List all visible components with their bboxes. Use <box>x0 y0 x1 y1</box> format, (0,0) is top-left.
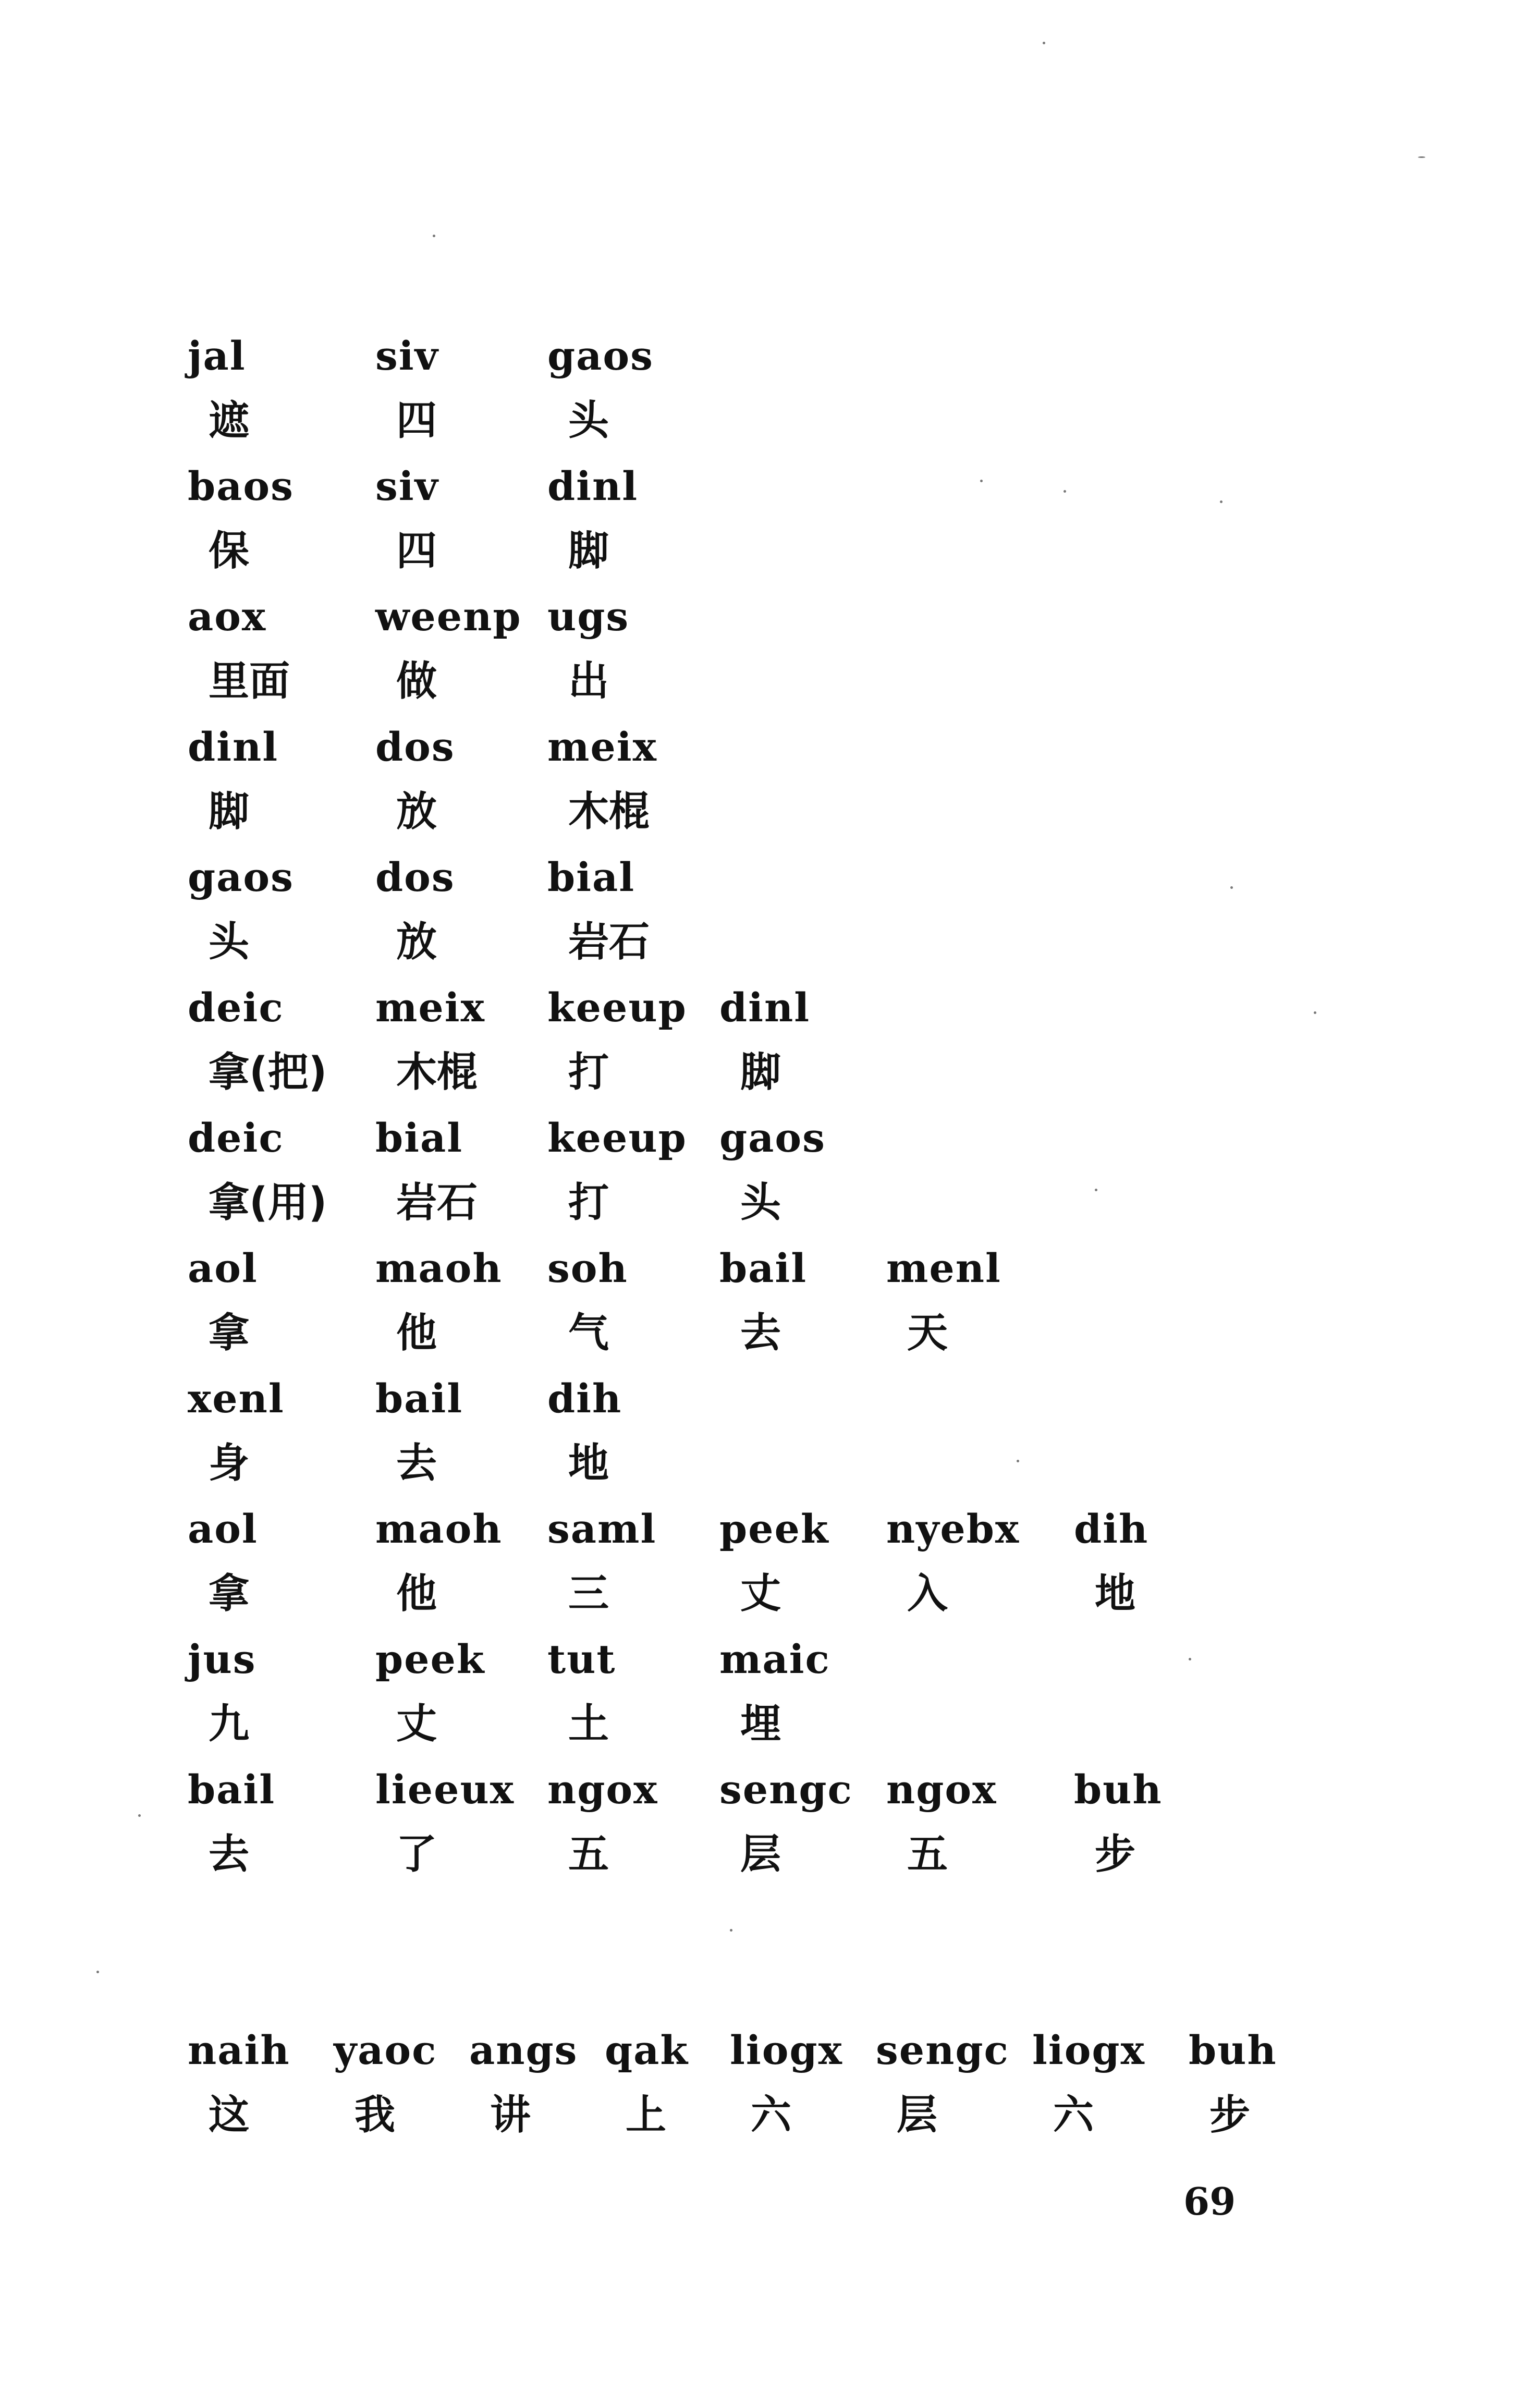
chinese-word: 这 <box>209 2092 250 2139</box>
chinese-word: 六 <box>1053 2092 1094 2139</box>
scan-speck <box>1418 156 1425 158</box>
romanized-word: sengc <box>719 1766 853 1813</box>
chinese-word: 地 <box>568 1440 609 1487</box>
romanized-word: meix <box>375 984 485 1031</box>
romanized-line <box>188 1366 1335 1431</box>
romanized-word: qak <box>605 2027 689 2073</box>
chinese-word: 身 <box>209 1440 250 1487</box>
chinese-word: 岩石 <box>396 1179 478 1226</box>
chinese-gloss-line <box>188 910 1335 975</box>
romanized-word: gaos <box>547 333 654 379</box>
scan-speck <box>96 1971 99 1973</box>
romanized-word: siv <box>375 333 439 379</box>
romanized-word: aox <box>188 593 267 640</box>
chinese-word: 里面 <box>209 658 290 705</box>
romanized-word: xenl <box>188 1375 285 1422</box>
chinese-word: 放 <box>396 788 437 835</box>
romanized-word: ngox <box>547 1766 658 1813</box>
chinese-gloss-line <box>188 2083 1335 2148</box>
chinese-gloss-line <box>188 1692 1335 1757</box>
chinese-word: 遮 <box>209 397 250 444</box>
chinese-word: 五 <box>568 1831 609 1878</box>
romanized-line <box>188 2018 1335 2083</box>
romanized-word: ugs <box>547 593 630 640</box>
chinese-word: 拿(把) <box>209 1049 327 1096</box>
romanized-word: bial <box>547 854 635 900</box>
romanized-word: naih <box>188 2027 290 2073</box>
chinese-word: 做 <box>396 658 437 705</box>
chinese-word: 土 <box>568 1701 609 1748</box>
chinese-word: 我 <box>355 2092 396 2139</box>
chinese-word: 脚 <box>209 788 250 835</box>
chinese-gloss-line <box>188 649 1335 714</box>
romanized-word: bail <box>188 1766 276 1813</box>
chinese-word: 木棍 <box>396 1049 478 1096</box>
chinese-word: 去 <box>396 1440 437 1487</box>
chinese-word: 头 <box>568 397 609 444</box>
romanized-word: aol <box>188 1506 258 1552</box>
romanized-word: soh <box>547 1245 628 1291</box>
chinese-word: 木棍 <box>568 788 650 835</box>
romanized-word: jus <box>188 1636 256 1682</box>
romanized-word: ngox <box>886 1766 997 1813</box>
scan-speck <box>433 235 435 237</box>
romanized-word: keeup <box>547 1115 687 1161</box>
scan-speck <box>1043 42 1045 44</box>
chinese-word: 天 <box>907 1310 948 1357</box>
romanized-word: dos <box>375 854 455 900</box>
romanized-word: lieeux <box>375 1766 515 1813</box>
romanized-word: nyebx <box>886 1506 1020 1552</box>
chinese-word: 层 <box>740 1831 781 1878</box>
romanized-word: tut <box>547 1636 616 1682</box>
chinese-word: 脚 <box>740 1049 781 1096</box>
verse-block-2 <box>188 2018 1335 2148</box>
romanized-word: dih <box>1074 1506 1149 1552</box>
chinese-word: 头 <box>209 919 250 966</box>
romanized-word: yaoc <box>334 2027 437 2073</box>
romanized-word: peek <box>719 1506 829 1552</box>
romanized-word: aol <box>188 1245 258 1291</box>
chinese-word: 打 <box>568 1179 609 1226</box>
romanized-word: peek <box>375 1636 485 1682</box>
romanized-line <box>188 1627 1335 1692</box>
chinese-word: 六 <box>751 2092 792 2139</box>
chinese-word: 脚 <box>568 528 609 575</box>
romanized-line <box>188 845 1335 910</box>
romanized-word: liogx <box>730 2027 843 2073</box>
scan-speck <box>730 1929 732 1932</box>
romanized-line <box>188 1105 1335 1170</box>
chinese-word: 层 <box>897 2092 938 2139</box>
chinese-gloss-line <box>188 1561 1335 1627</box>
chinese-word: 去 <box>740 1310 781 1357</box>
romanized-word: dinl <box>547 463 639 509</box>
romanized-word: dinl <box>719 984 811 1031</box>
chinese-word: 丈 <box>740 1570 781 1617</box>
romanized-line <box>188 975 1335 1040</box>
romanized-word: jal <box>188 333 246 379</box>
romanized-word: maoh <box>375 1506 503 1552</box>
romanized-word: buh <box>1189 2027 1277 2073</box>
romanized-word: meix <box>547 724 657 770</box>
verse-block-1 <box>188 323 1335 1887</box>
chinese-word: 步 <box>1209 2092 1251 2139</box>
chinese-word: 入 <box>907 1570 948 1617</box>
chinese-gloss-line <box>188 1431 1335 1496</box>
chinese-word: 九 <box>209 1701 250 1748</box>
romanized-word: maic <box>719 1636 830 1682</box>
chinese-gloss-line <box>188 779 1335 845</box>
chinese-gloss-line <box>188 519 1335 584</box>
romanized-word: gaos <box>719 1115 826 1161</box>
romanized-line <box>188 323 1335 388</box>
chinese-word: 上 <box>626 2092 667 2139</box>
romanized-word: buh <box>1074 1766 1163 1813</box>
romanized-line <box>188 714 1335 779</box>
romanized-line <box>188 454 1335 519</box>
chinese-word: 埋 <box>740 1701 781 1748</box>
romanized-word: liogx <box>1032 2027 1145 2073</box>
chinese-gloss-line <box>188 1301 1335 1366</box>
romanized-word: weenp <box>375 593 522 640</box>
chinese-gloss-line <box>188 1822 1335 1887</box>
romanized-word: menl <box>886 1245 1001 1291</box>
romanized-word: bail <box>719 1245 808 1291</box>
chinese-word: 他 <box>396 1570 437 1617</box>
chinese-word: 拿 <box>209 1310 250 1357</box>
romanized-word: sengc <box>876 2027 1009 2073</box>
romanized-word: dih <box>547 1375 622 1422</box>
romanized-line <box>188 1236 1335 1301</box>
romanized-word: baos <box>188 463 294 509</box>
chinese-gloss-line <box>188 1040 1335 1105</box>
romanized-word: maoh <box>375 1245 503 1291</box>
chinese-word: 岩石 <box>568 919 650 966</box>
chinese-word: 了 <box>396 1831 437 1878</box>
chinese-word: 三 <box>568 1570 609 1617</box>
romanized-word: deic <box>188 1115 284 1161</box>
romanized-line <box>188 1757 1335 1822</box>
romanized-word: gaos <box>188 854 294 900</box>
chinese-word: 去 <box>209 1831 250 1878</box>
chinese-word: 四 <box>396 397 437 444</box>
chinese-word: 地 <box>1095 1570 1136 1617</box>
chinese-word: 他 <box>396 1310 437 1357</box>
page-number: 69 <box>1183 2179 1236 2224</box>
chinese-word: 拿(用) <box>209 1179 327 1226</box>
chinese-word: 五 <box>907 1831 948 1878</box>
chinese-word: 步 <box>1095 1831 1136 1878</box>
chinese-word: 头 <box>740 1179 781 1226</box>
romanized-line <box>188 1496 1335 1561</box>
romanized-word: siv <box>375 463 439 509</box>
chinese-word: 丈 <box>396 1701 437 1748</box>
chinese-word: 放 <box>396 919 437 966</box>
chinese-word: 拿 <box>209 1570 250 1617</box>
romanized-word: dos <box>375 724 455 770</box>
romanized-word: dinl <box>188 724 279 770</box>
chinese-word: 气 <box>568 1310 609 1357</box>
chinese-gloss-line <box>188 1170 1335 1236</box>
romanized-line <box>188 584 1335 649</box>
chinese-word: 保 <box>209 528 250 575</box>
chinese-word: 讲 <box>490 2092 531 2139</box>
chinese-gloss-line <box>188 388 1335 454</box>
romanized-word: keeup <box>547 984 687 1031</box>
romanized-word: bial <box>375 1115 463 1161</box>
romanized-word: bail <box>375 1375 463 1422</box>
chinese-word: 打 <box>568 1049 609 1096</box>
chinese-word: 四 <box>396 528 437 575</box>
romanized-word: angs <box>469 2027 578 2073</box>
romanized-word: deic <box>188 984 284 1031</box>
scan-speck <box>138 1814 141 1817</box>
chinese-word: 出 <box>568 658 609 705</box>
romanized-word: saml <box>547 1506 657 1552</box>
